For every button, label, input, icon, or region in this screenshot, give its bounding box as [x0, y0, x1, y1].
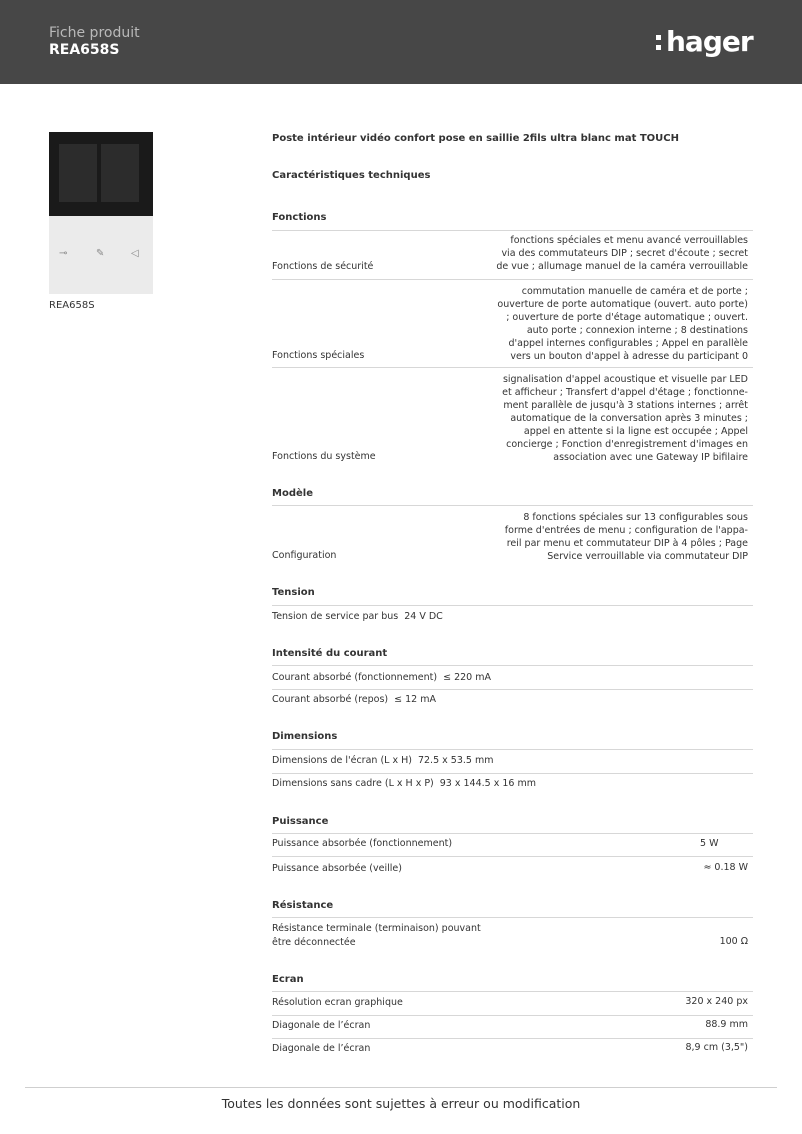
- courant-repos-value: ≤ 12 mA: [394, 694, 436, 705]
- systeme-label: Fonctions du système: [272, 451, 376, 462]
- courant-repos-label: Courant absorbé (repos): [272, 694, 389, 705]
- section-title-resistance: Résistance: [272, 900, 334, 911]
- product-screen: [49, 132, 153, 216]
- diag2-label: Diagonale de l’écran: [272, 1043, 371, 1054]
- resistance-label: Résistance terminale (terminaison) pouvant être déconnectée: [272, 923, 481, 948]
- dim-ecran-label: Dimensions de l'écran (L x H): [272, 755, 412, 766]
- securite-label: Fonctions de sécurité: [272, 261, 374, 272]
- section-title-puissance: Puissance: [272, 816, 329, 827]
- header-product-title: REA658S: [49, 42, 120, 58]
- logo-text: hager: [666, 25, 753, 58]
- product-image-caption: REA658S: [49, 300, 95, 311]
- key-icon: ⊸: [59, 248, 68, 259]
- resistance-value: 100 Ω: [719, 936, 748, 947]
- product-image: [49, 132, 153, 294]
- dim-cadre-label: Dimensions sans cadre (L x H x P): [272, 778, 434, 789]
- resolution-label: Résolution ecran graphique: [272, 997, 403, 1008]
- resolution-value: 320 x 240 px: [685, 996, 748, 1007]
- bus-label: Tension de service par bus: [272, 611, 399, 622]
- page-header: [0, 0, 802, 84]
- dim-ecran-row: [272, 755, 493, 766]
- dim-ecran-value: 72.5 x 53.5 mm: [417, 755, 494, 766]
- speciales-value: commutation manuelle de caméra et de porte ; ouverture de porte automatique (ouvert. auto porte) ; ouverture de porte d'étage automatique ; ouvert. auto porte ; connexion interne ; 8 destinations d'appel internes configurables ; Appel en parallèle vers un bouton d'appel à adresse du participant 0: [497, 286, 748, 362]
- section-title-modele: Modèle: [272, 488, 313, 499]
- courant-fonct-label: Courant absorbé (fonctionnement): [272, 672, 438, 683]
- dim-cadre-row: [272, 778, 536, 789]
- courant-fonct-row: [272, 672, 491, 683]
- product-heading: Poste intérieur vidéo confort pose en saillie 2fils ultra blanc mat TOUCH: [272, 133, 680, 144]
- dim-cadre-value: 93 x 144.5 x 16 mm: [439, 778, 536, 789]
- brand-logo: [656, 25, 753, 59]
- speaker-icon: ◁: [131, 248, 139, 259]
- config-value: 8 fonctions spéciales sur 13 configurables sous forme d'entrées de menu ; configuration de l'appa- reil par menu et commutateur DIP à 4 pôles ; Page Service verrouillable via commutateur DIP: [504, 512, 748, 562]
- speciales-label: Fonctions spéciales: [272, 350, 365, 361]
- tech-heading: Caractéristiques techniques: [272, 170, 431, 181]
- systeme-value: signalisation d'appel acoustique et visuelle par LED et afficheur ; Transfert d'appel d'étage ; fonctionne- ment parallèle de jusqu'à 3 stations internes ; arrêt automatique de la conversation après 3 minutes ; appel en attente si la ligne est occupée ; Appel concierge ; Fonction d'enregistrement d'images en association avec une Gateway IP bifilaire: [502, 374, 748, 463]
- header-kicker: Fiche produit: [49, 25, 140, 41]
- puissance-veille-label: Puissance absorbée (veille): [272, 863, 402, 874]
- diag1-value: 88.9 mm: [705, 1019, 748, 1030]
- section-title-courant: Intensité du courant: [272, 648, 388, 659]
- puissance-fonct-label: Puissance absorbée (fonctionnement): [272, 838, 453, 849]
- section-title-fonctions: Fonctions: [272, 212, 327, 223]
- pen-icon: ✎: [96, 248, 105, 259]
- section-title-ecran: Ecran: [272, 974, 304, 985]
- section-title-tension: Tension: [272, 587, 315, 598]
- courant-fonct-value: ≤ 220 mA: [443, 672, 491, 683]
- bus-row: [272, 611, 443, 622]
- puissance-fonct-value: 5 W: [700, 838, 719, 849]
- footer-disclaimer: Toutes les données sont sujettes à erreur ou modification: [221, 1096, 581, 1111]
- logo-dots-icon: [656, 31, 664, 53]
- config-label: Configuration: [272, 550, 337, 561]
- securite-value: fonctions spéciales et menu avancé verrouillables via des commutateurs DIP ; secret d'écoute ; secret de vue ; allumage manuel de la caméra verrouillable: [496, 235, 748, 272]
- section-title-dimensions: Dimensions: [272, 731, 338, 742]
- diag1-label: Diagonale de l’écran: [272, 1020, 371, 1031]
- courant-repos-row: [272, 694, 436, 705]
- puissance-veille-value: ≈ 0.18 W: [703, 862, 748, 873]
- diag2-value: 8,9 cm (3,5"): [685, 1042, 748, 1053]
- footer-divider: [25, 1087, 777, 1088]
- bus-value: 24 V DC: [404, 611, 443, 622]
